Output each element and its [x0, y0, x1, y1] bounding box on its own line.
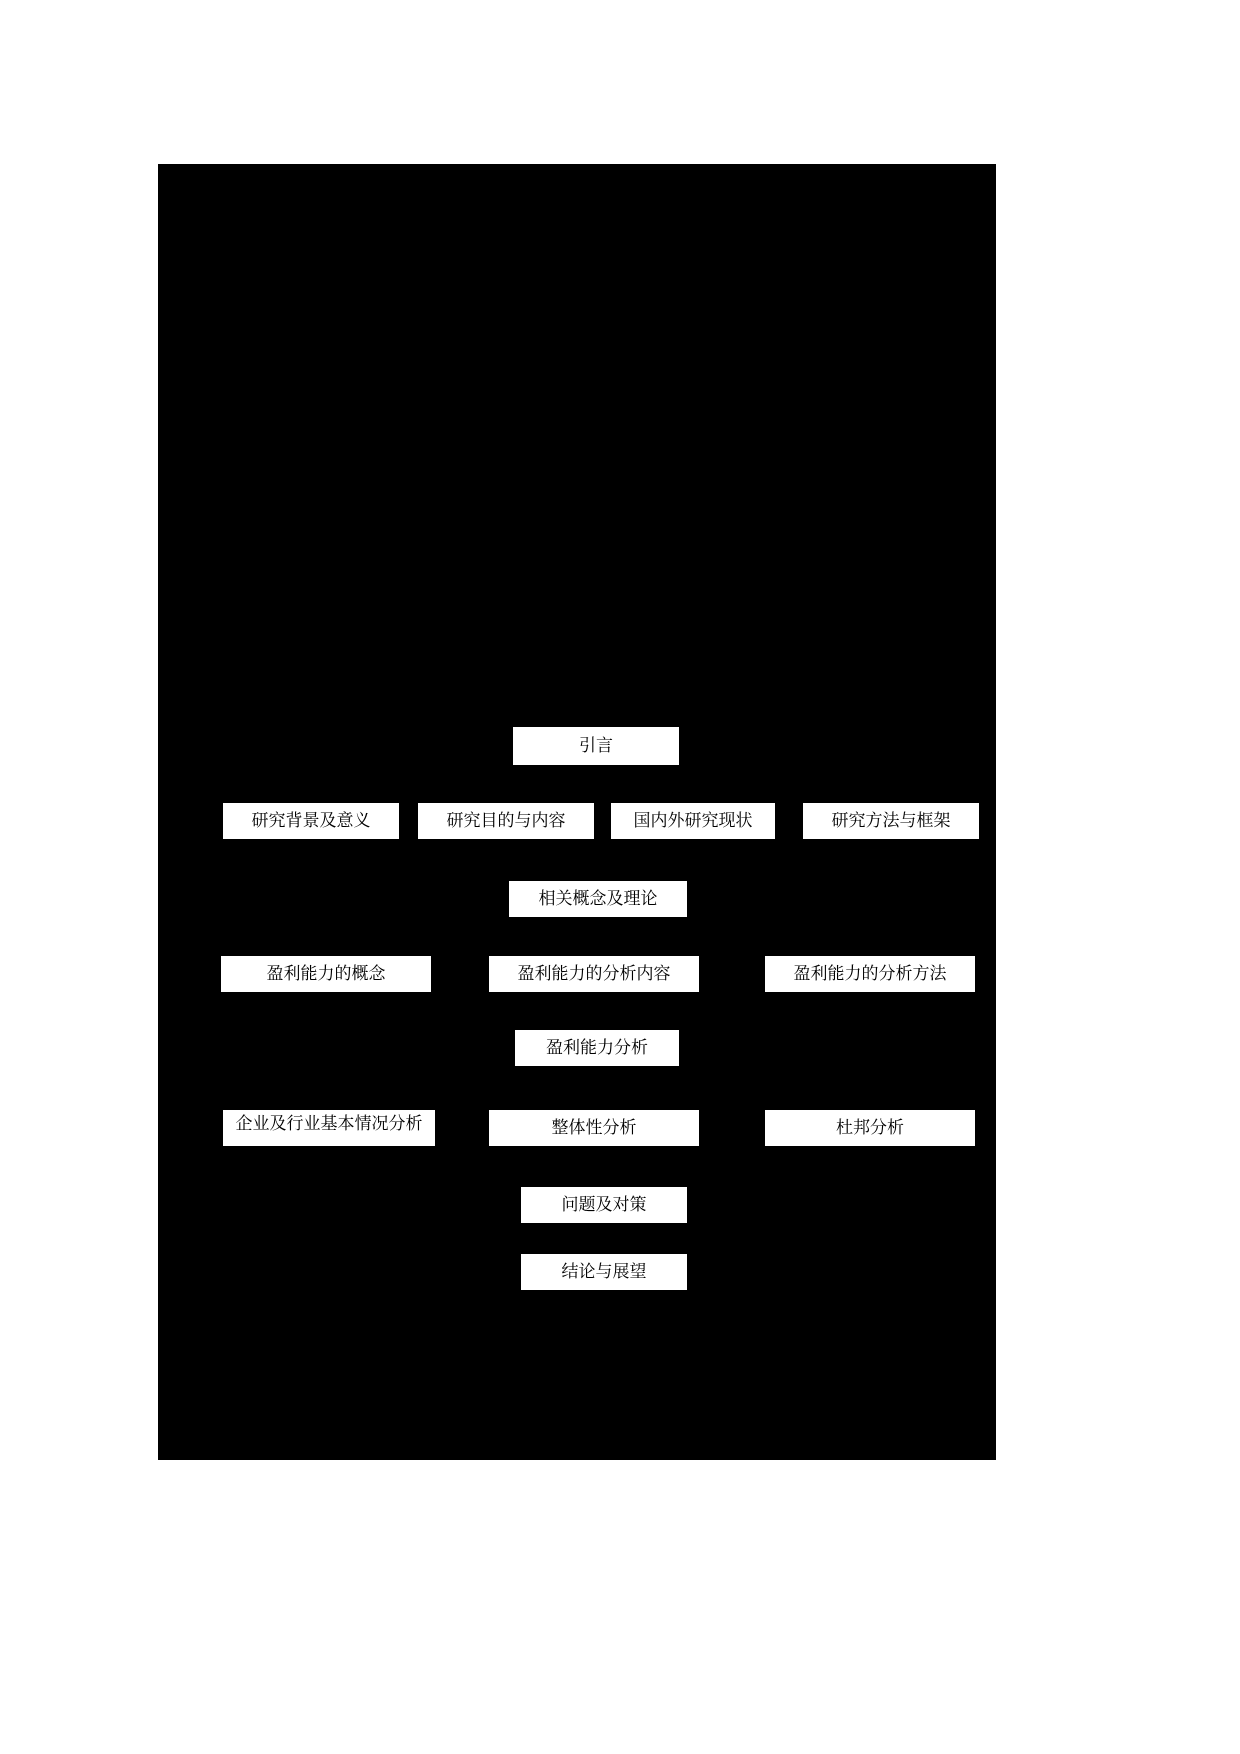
diagram-canvas	[158, 164, 996, 1460]
flow-node-dupont-analysis[interactable]: 杜邦分析	[764, 1109, 976, 1147]
flow-node-problems-measures[interactable]: 问题及对策	[520, 1186, 688, 1224]
flow-node-overall-analysis[interactable]: 整体性分析	[488, 1109, 700, 1147]
flow-node-research-method[interactable]: 研究方法与框架	[802, 802, 980, 840]
flow-node-profitability-methods[interactable]: 盈利能力的分析方法	[764, 955, 976, 993]
flow-node-research-status[interactable]: 国内外研究现状	[610, 802, 776, 840]
flow-node-research-purpose[interactable]: 研究目的与内容	[417, 802, 595, 840]
flow-node-profitability-concept[interactable]: 盈利能力的概念	[220, 955, 432, 993]
flow-node-conclusion-outlook[interactable]: 结论与展望	[520, 1253, 688, 1291]
flow-node-industry-analysis[interactable]: 企业及行业基本情况分析	[222, 1109, 436, 1147]
flow-node-intro[interactable]: 引言	[512, 726, 680, 766]
flow-node-profitability-analysis[interactable]: 盈利能力分析	[514, 1029, 680, 1067]
flow-node-profitability-content[interactable]: 盈利能力的分析内容	[488, 955, 700, 993]
flow-node-concepts-theory[interactable]: 相关概念及理论	[508, 880, 688, 918]
flow-node-research-background[interactable]: 研究背景及意义	[222, 802, 400, 840]
